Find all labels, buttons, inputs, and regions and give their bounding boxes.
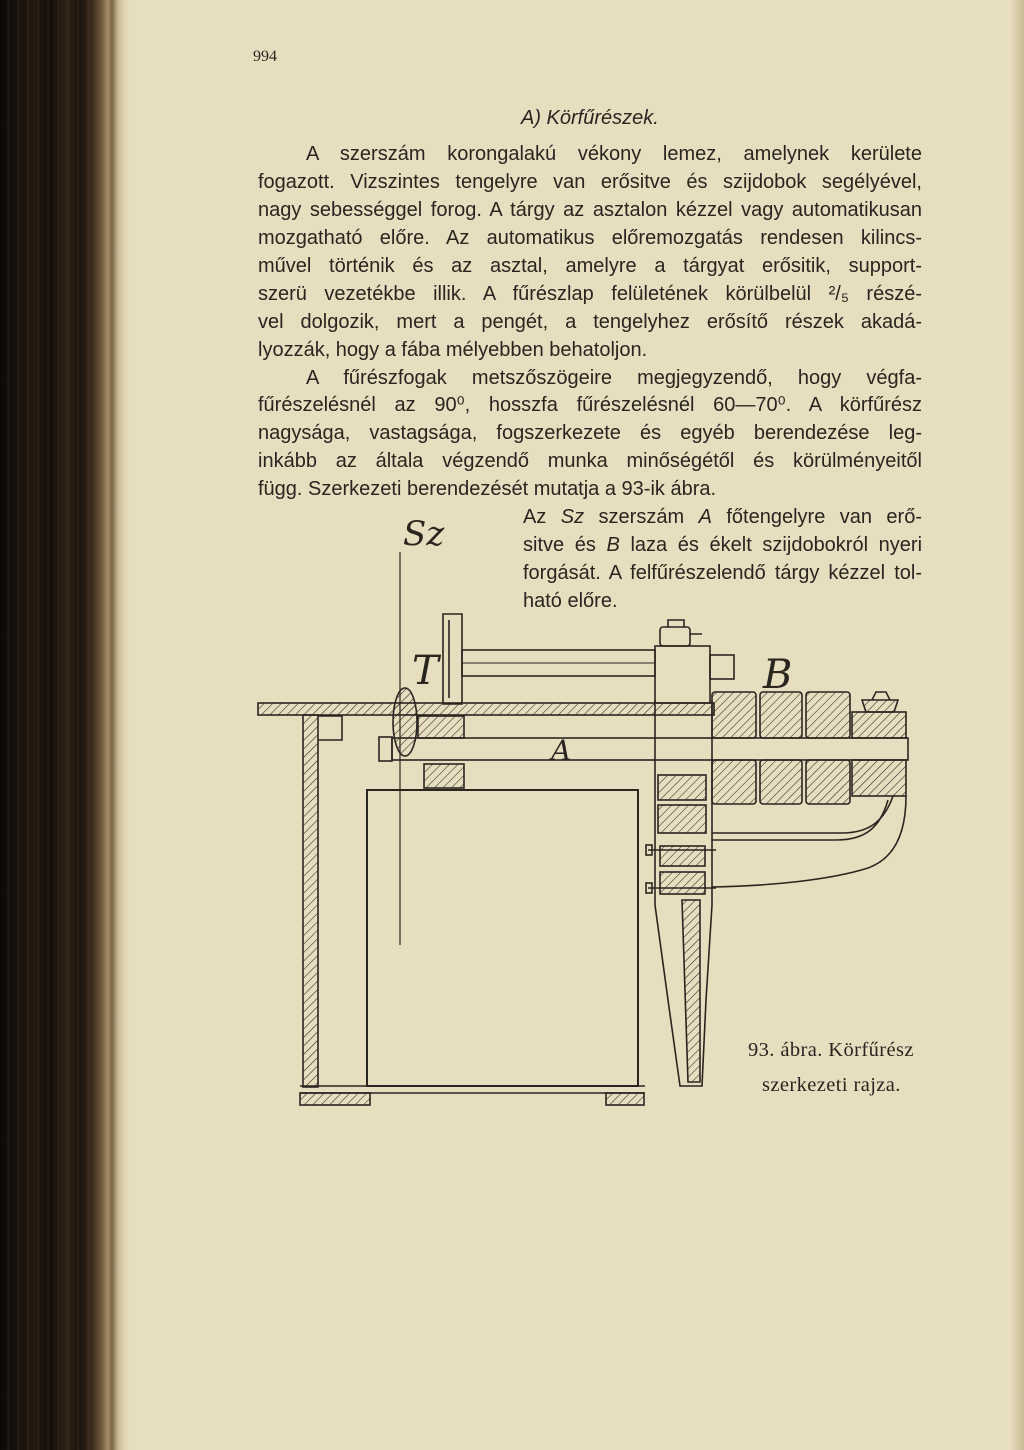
text-segment: forgását. A felfűrészelendő tárgy kézzel tol- bbox=[523, 562, 922, 585]
shaft-bearing bbox=[424, 764, 464, 788]
pulley bbox=[806, 692, 850, 738]
adjusting-knob bbox=[660, 627, 690, 646]
text-line: A fűrészfogak metszőszögeire megjegyzendő, hogy végfa- bbox=[306, 366, 922, 389]
text-line: vel dolgozik, mert a pengét, a tengelyhez erősítő részek akadá- bbox=[258, 310, 922, 333]
text-line: fűrészelésnél az 90⁰, hosszfa fűrészelésnél 60—70⁰. A körfűrész bbox=[258, 394, 922, 417]
figure-caption: 93. ábra. Körfűrész bbox=[748, 1039, 914, 1061]
base-rail bbox=[300, 1086, 645, 1093]
column-bearing bbox=[660, 846, 705, 866]
text-line: szerü vezetékbe illik. A fűrészlap felületének körülbelül ²/₅ részé- bbox=[258, 282, 922, 305]
text-line: művel történik és az asztal, amelyre a tárgyat erősitik, support- bbox=[258, 254, 922, 277]
text-segment: főtengelyre van erő- bbox=[711, 506, 923, 529]
left-foot bbox=[300, 1093, 370, 1105]
right-bearing bbox=[852, 760, 906, 796]
label-fence: T bbox=[412, 648, 439, 694]
bracket-arm bbox=[712, 800, 888, 840]
rod-end-block bbox=[710, 655, 734, 679]
pulley bbox=[712, 760, 756, 804]
text-segment: Az bbox=[523, 506, 561, 529]
oil-cup-lid bbox=[872, 692, 890, 700]
circular-saw-drawing bbox=[250, 500, 930, 1120]
page-right-edge bbox=[1010, 0, 1024, 1450]
main-shaft bbox=[392, 738, 908, 760]
text-segment: szerszám bbox=[584, 506, 699, 529]
column-bearing bbox=[658, 775, 706, 800]
text-line: függ. Szerkezeti berendezését mutatja a 93-ik ábra. bbox=[258, 478, 717, 501]
text-line: fogazott. Vizszintes tengelyre van erősitve és szijdobok segélyével, bbox=[258, 170, 922, 193]
text-line: mozgatható előre. Az automatikus előremozgatás rendesen kilincs- bbox=[258, 226, 922, 249]
pulley bbox=[806, 760, 850, 804]
shaft-nut bbox=[379, 737, 392, 761]
text-line: A szerszám korongalakú vékony lemez, amelynek kerülete bbox=[306, 143, 922, 165]
cabinet-opening bbox=[367, 790, 638, 1086]
leg-brace bbox=[318, 716, 342, 740]
column-bearing bbox=[660, 872, 705, 894]
oil-cup bbox=[862, 700, 898, 712]
text-line: nagysága, vastagsága, fogszerkezete és egyéb berendezése leg- bbox=[258, 422, 922, 445]
pulley bbox=[712, 692, 756, 738]
label-main-shaft: A bbox=[551, 734, 572, 767]
blade-collar bbox=[418, 716, 464, 738]
figure-caption: szerkezeti rajza. bbox=[762, 1074, 901, 1096]
left-leg bbox=[303, 715, 318, 1087]
section-title: A) Körfűrészek. bbox=[521, 107, 659, 129]
right-foot bbox=[606, 1093, 644, 1105]
bracket-arm bbox=[712, 796, 906, 887]
page-number: 994 bbox=[253, 48, 277, 65]
label-pulleys: B bbox=[763, 652, 793, 698]
fence-plate bbox=[443, 614, 462, 704]
text-line: lyozzák, hogy a fába mélyebben behatoljon. bbox=[258, 338, 648, 361]
pulley bbox=[760, 692, 802, 738]
text-segment: ható előre. bbox=[523, 590, 618, 612]
page-edges bbox=[0, 0, 100, 1450]
text-line: nagy sebességgel forog. A tárgy az asztalon kézzel vagy automatikusan bbox=[258, 198, 922, 221]
symbol-reference: Sz bbox=[560, 506, 585, 529]
text-line: inkább az általa végzendő munka minőségétől és körülményeitől bbox=[258, 450, 922, 473]
right-bearing bbox=[852, 712, 906, 738]
text-segment: laza és ékelt szijdobokról nyeri bbox=[619, 534, 923, 557]
label-blade: Sz bbox=[403, 514, 445, 554]
rod-support bbox=[655, 646, 710, 703]
symbol-reference: B bbox=[606, 534, 620, 557]
table-top bbox=[258, 703, 714, 715]
text-segment: sitve és bbox=[523, 534, 607, 557]
symbol-reference: A bbox=[698, 506, 712, 529]
column-bearing bbox=[658, 805, 706, 833]
pulley bbox=[760, 760, 802, 804]
column-web bbox=[682, 900, 700, 1082]
saw-blade bbox=[393, 688, 417, 756]
